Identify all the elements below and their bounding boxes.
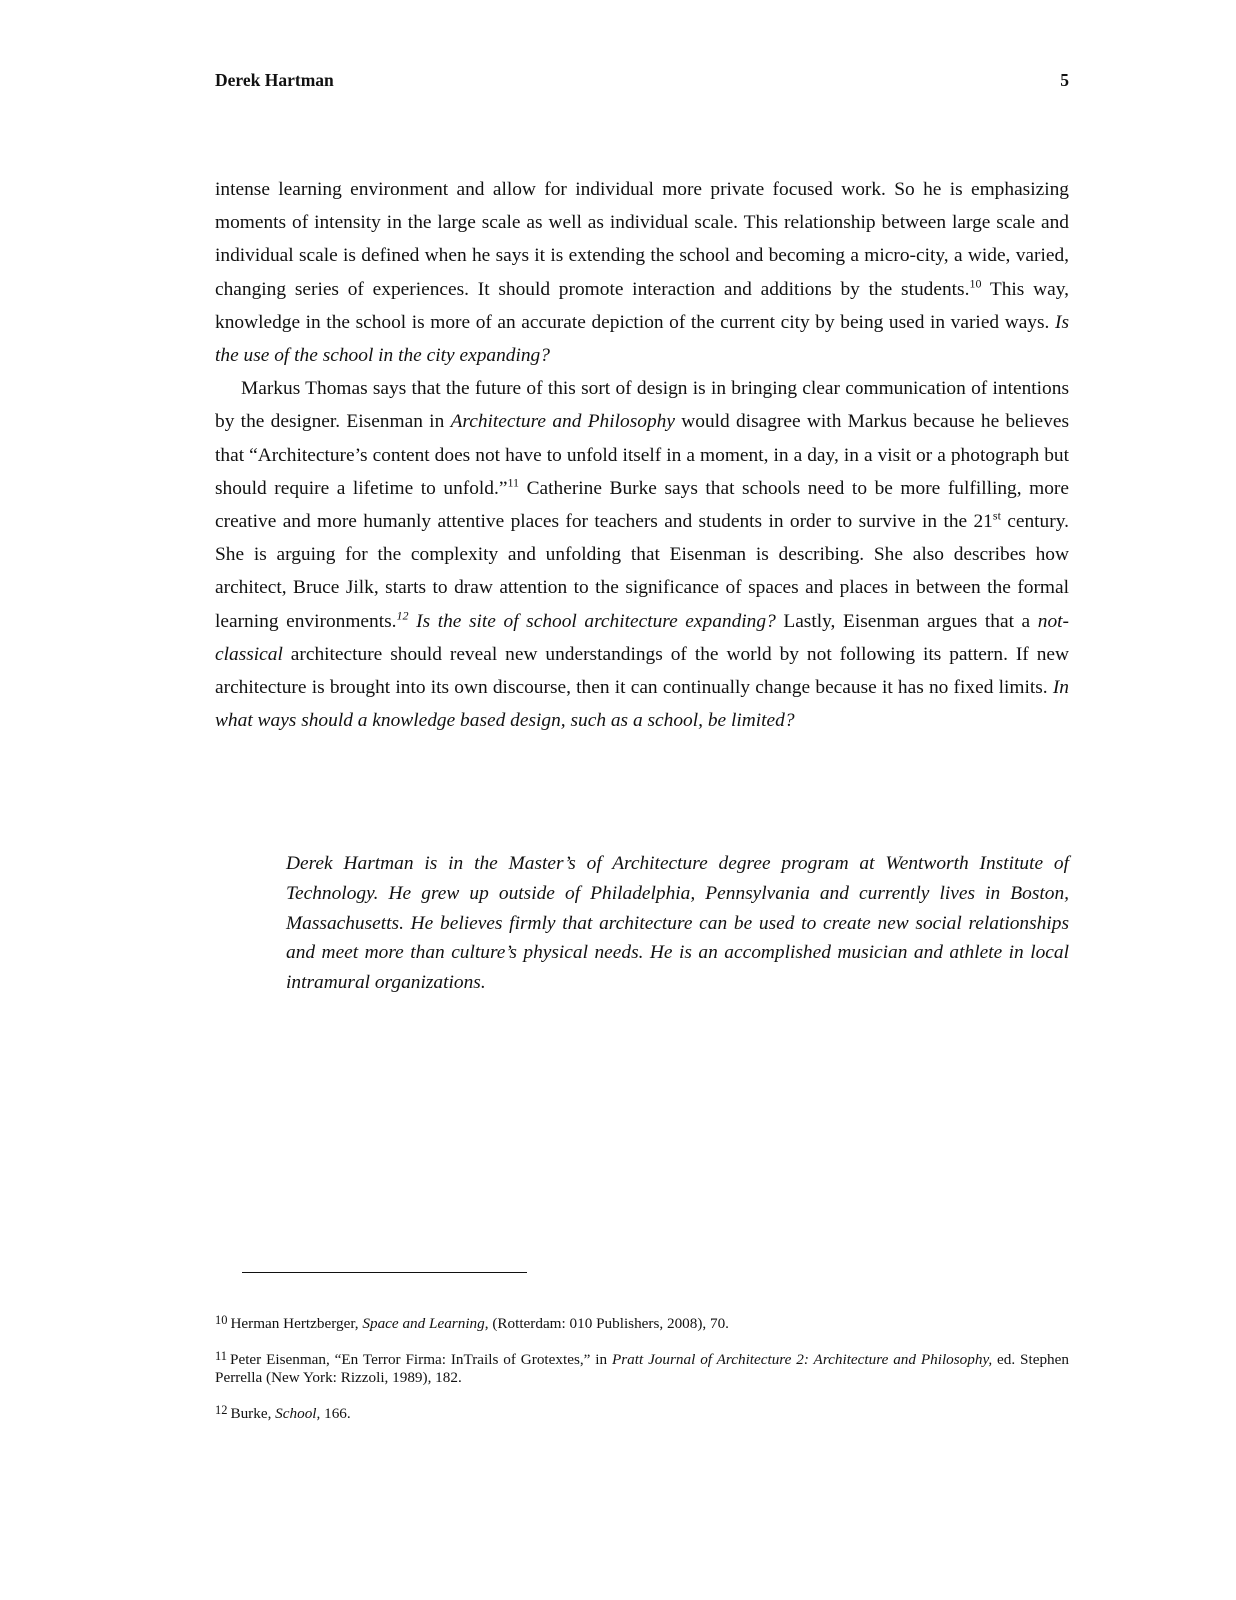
footnote-text: Burke, (230, 1405, 276, 1422)
emphasis: not-classical (215, 610, 1069, 665)
footnote-text: Herman Hertzberger, (230, 1315, 363, 1332)
footnotes (215, 1311, 1069, 1437)
paragraph-2 (215, 372, 1069, 737)
italic-question: Is the use of the school in the city expanding? (215, 311, 1069, 367)
page-number: 5 (1060, 70, 1069, 90)
page-header (215, 70, 1069, 91)
text-run: Markus Thomas says that the future of this sort of design is in bringing clear communication of intentions by the designer. Eisenman in (215, 378, 1069, 433)
text-run: This way, knowledge in the school is more of an accurate depiction of the current city by being used in varied ways. (215, 278, 1069, 333)
footnote-11 (215, 1347, 1069, 1387)
text-run: architecture should reveal new understandings of the world by not following its pattern. If new architecture is brought into its own discourse, then it can continually change because it has no fixed limits. (215, 643, 1069, 699)
text-run: Catherine Burke says that schools need to be more fulfilling, more creative and more humanly attentive places for teachers and students in order to survive in the 21 (215, 477, 1069, 533)
footnote-10 (215, 1311, 1069, 1333)
footnote-number: 11 (215, 1349, 227, 1363)
italic-question: In what ways should a knowledge based design, such as a school, be limited? (215, 677, 1069, 732)
text-run: would disagree with Markus because he believes that “Architecture’s content does not have to unfold itself in a moment, in a day, in a visit or a photograph but should require a lifetime to unfold.” (215, 411, 1069, 499)
footnote-ref-11: 11 (507, 475, 520, 490)
footnote-text: ed. Stephen Perrella (New York: Rizzoli, 1989), 182. (215, 1351, 1069, 1386)
book-title: Architecture and Philosophy (450, 411, 675, 433)
footnote-text: , (Rotterdam: 010 Publishers, 2008), 70. (484, 1315, 729, 1332)
ordinal-suffix: st (992, 508, 1001, 523)
footnote-12 (215, 1401, 1069, 1423)
footnote-title: School (275, 1405, 317, 1422)
running-head-author: Derek Hartman (215, 70, 334, 90)
text-run: intense learning environment and allow for individual more private focused work. So he is emphasizing moments of intensity in the large scale as well as individual scale. This relationship between large scale and individual scale is defined when he says it is extending the school and becoming a micro-city, a wide, varied, changing series of experiences. It should promote interaction and additions by the students. (215, 179, 1069, 300)
footnote-number: 10 (215, 1313, 228, 1327)
text-run: century. She is arguing for the complexity and unfolding that Eisenman is describing. She also describes how architect, Bruce Jilk, starts to draw attention to the significance of spaces and places in between the formal learning environments. (215, 511, 1069, 632)
paragraph-1 (215, 173, 1069, 372)
footnote-number: 12 (215, 1403, 228, 1417)
footnote-separator (242, 1272, 527, 1273)
footnote-title: Pratt Journal of Architecture 2: Architecture and Philosophy, (611, 1351, 993, 1368)
body-text (215, 173, 1069, 737)
footnote-title: Space and Learning (362, 1315, 485, 1332)
author-bio: Derek Hartman is in the Master’s of Architecture degree program at Wentworth Institute of Technology. He grew up outside of Philadelphia, Pennsylvania and currently lives in Boston, Massachusetts. He believes firmly that architecture can be used to create new social relationships and meet more than culture’s physical needs. He is an accomplished musician and athlete in local intramural organizations. (286, 853, 1069, 994)
footnote-text: Peter Eisenman, “En Terror Firma: InTrails of Grotextes,” in (230, 1351, 612, 1368)
footnote-text: , 166. (316, 1405, 351, 1422)
text-run: Lastly, Eisenman argues that a (775, 610, 1038, 632)
footnote-ref-12: 12 (396, 608, 409, 623)
italic-question: Is the site of school architecture expanding? (408, 610, 776, 632)
footnote-ref-10: 10 (969, 276, 982, 291)
